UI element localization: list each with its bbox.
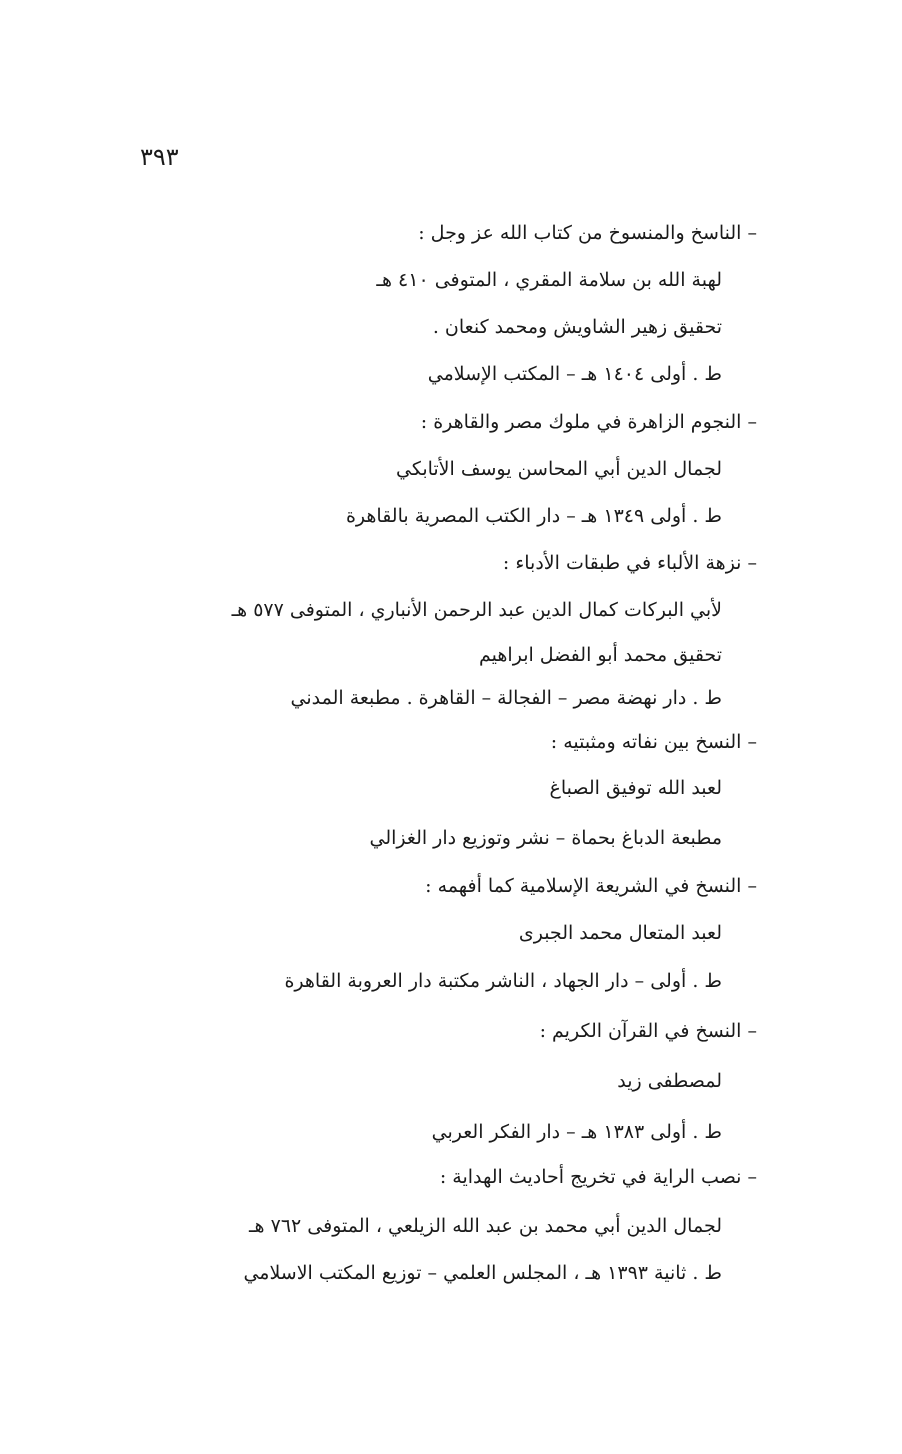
- entry-title: – النسخ في الشريعة الإسلامية كما أفهمه :: [425, 875, 757, 897]
- author-line: لمصطفى زيد: [617, 1070, 722, 1092]
- page-number: ٣٩٣: [140, 143, 179, 171]
- entry-title: – الناسخ والمنسوخ من كتاب الله عز وجل :: [418, 222, 757, 244]
- publication-line: ط . أولى ١٣٤٩ هـ – دار الكتب المصرية بالقاهرة: [345, 505, 722, 527]
- publication-line: ط . أولى ١٣٨٣ هـ – دار الفكر العربي: [431, 1121, 722, 1143]
- author-line: لعبد الله توفيق الصباغ: [549, 777, 722, 799]
- author-line: لجمال الدين أبي محمد بن عبد الله الزيلعي ، المتوفى ٧٦٢ هـ: [248, 1215, 722, 1237]
- author-line: لجمال الدين أبي المحاسن يوسف الأتابكي: [395, 458, 722, 480]
- author-line: لعبد المتعال محمد الجبرى: [518, 922, 722, 944]
- author-line: لهبة الله بن سلامة المقري ، المتوفى ٤١٠ هـ: [376, 269, 722, 291]
- entry-title: – نزهة الألباء في طبقات الأدباء :: [502, 552, 757, 574]
- publication-line: ط . أولى – دار الجهاد ، الناشر مكتبة دار العروبة القاهرة: [284, 970, 722, 992]
- entry-title: – النسخ في القرآن الكريم :: [539, 1020, 757, 1042]
- publication-line: مطبعة الدباغ بحماة – نشر وتوزيع دار الغزالي: [369, 827, 722, 849]
- publication-line: ط . أولى ١٤٠٤ هـ – المكتب الإسلامي: [427, 363, 722, 385]
- publication-line: ط . دار نهضة مصر – الفجالة – القاهرة . مطبعة المدني: [290, 687, 722, 709]
- entry-title: – نصب الراية في تخريج أحاديث الهداية :: [439, 1166, 757, 1188]
- entry-title: – النسخ بين نفاته ومثبتيه :: [550, 731, 757, 753]
- detail-line: تحقيق زهير الشاويش ومحمد كنعان .: [432, 316, 722, 338]
- detail-line: تحقيق محمد أبو الفضل ابراهيم: [479, 644, 722, 666]
- entry-title: – النجوم الزاهرة في ملوك مصر والقاهرة :: [420, 411, 757, 433]
- publication-line: ط . ثانية ١٣٩٣ هـ ، المجلس العلمي – توزيع المكتب الاسلامي: [243, 1262, 722, 1284]
- author-line: لأبي البركات كمال الدين عبد الرحمن الأنباري ، المتوفى ٥٧٧ هـ: [231, 599, 722, 621]
